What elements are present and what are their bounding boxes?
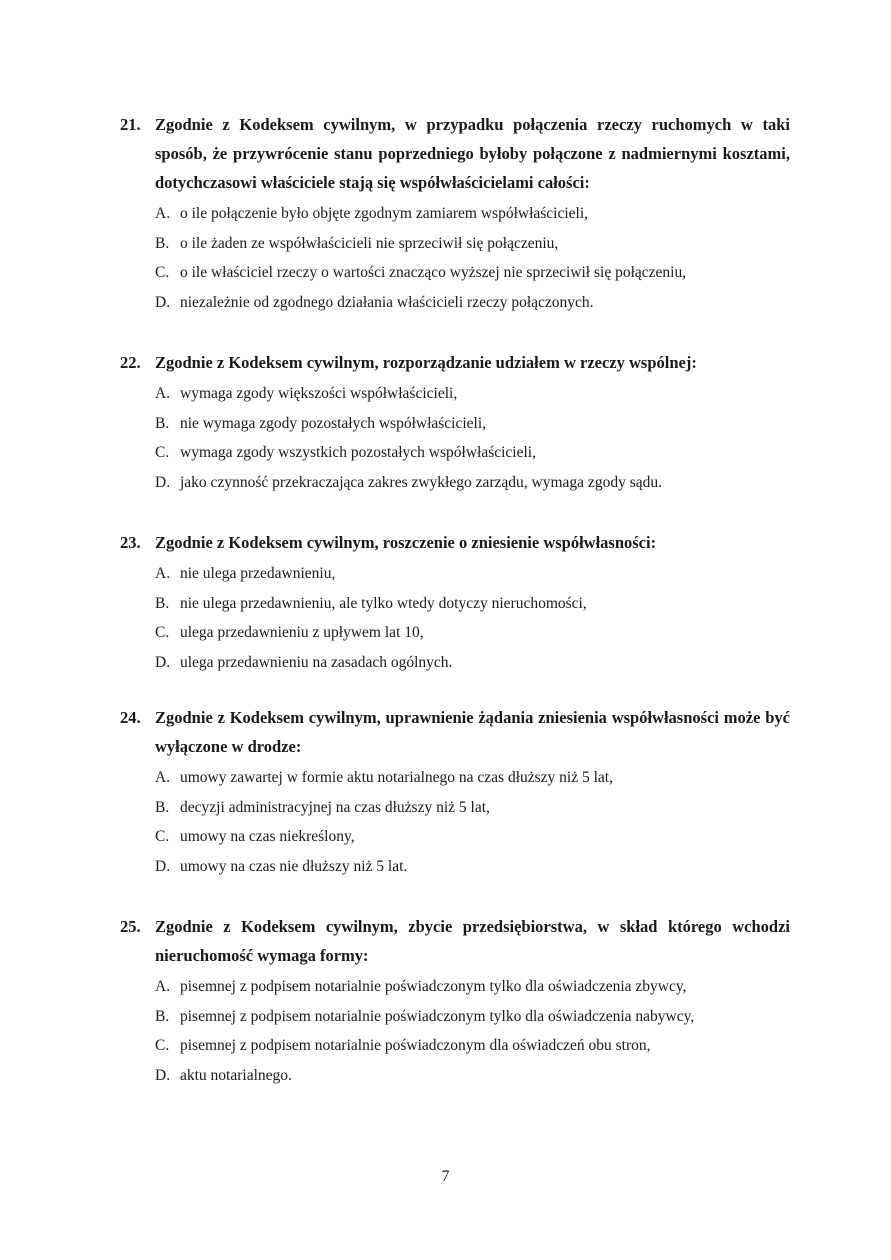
option-text: wymaga zgody większości współwłaścicieli, [180, 385, 458, 402]
option-text: pisemnej z podpisem notarialnie poświadczonym dla oświadczeń obu stron, [180, 1037, 651, 1054]
option-text: nie ulega przedawnieniu, ale tylko wtedy dotyczy nieruchomości, [180, 594, 587, 612]
option-letter: B. [155, 414, 170, 432]
answer-option-c [155, 438, 790, 468]
option-text: aktu notarialnego. [180, 1066, 292, 1084]
question-text: Zgodnie z Kodeksem cywilnym, uprawnienie żądania zniesienia współwłasności może być wyłączone w drodze: [155, 708, 790, 756]
answer-option-b [155, 1002, 790, 1032]
question-22 [120, 348, 790, 497]
option-letter: B. [155, 798, 170, 816]
answer-option-c [155, 1031, 790, 1061]
answer-option-b [155, 229, 790, 259]
option-letter: A. [155, 385, 171, 402]
question-stem [120, 110, 790, 197]
option-letter: C. [155, 444, 170, 461]
option-text: pisemnej z podpisem notarialnie poświadczonym tylko dla oświadczenia zbywcy, [180, 978, 687, 995]
option-letter: D. [155, 473, 171, 491]
answer-option-c [155, 822, 790, 852]
option-text: ulega przedawnieniu na zasadach ogólnych. [180, 653, 453, 671]
option-letter: B. [155, 1007, 170, 1025]
answer-option-a [155, 763, 790, 793]
option-text: nie ulega przedawnieniu, [180, 565, 336, 582]
option-letter: A. [155, 205, 171, 222]
option-letter: B. [155, 234, 170, 252]
answer-option-c [155, 618, 790, 648]
answer-options [155, 199, 790, 317]
option-text: wymaga zgody wszystkich pozostałych współwłaścicieli, [180, 444, 536, 461]
question-stem [120, 703, 790, 761]
page-number: 7 [441, 1168, 450, 1185]
option-letter: A. [155, 978, 171, 995]
answer-option-a [155, 972, 790, 1002]
question-text: Zgodnie z Kodeksem cywilnym, w przypadku połączenia rzeczy ruchomych w taki sposób, że przywrócenie stanu poprzedniego byłoby połączone z nadmiernymi kosztami, dotychczasowi właściciele stają się współwłaścicielami całości: [155, 115, 790, 192]
answer-option-b [155, 793, 790, 823]
option-text: decyzji administracyjnej na czas dłuższy niż 5 lat, [180, 798, 490, 816]
answer-options [155, 379, 790, 497]
option-letter: C. [155, 828, 170, 845]
option-text: niezależnie od zgodnego działania właścicieli rzeczy połączonych. [180, 293, 594, 311]
question-text: Zgodnie z Kodeksem cywilnym, rozporządzanie udziałem w rzeczy wspólnej: [155, 353, 697, 372]
question-23 [120, 528, 790, 677]
option-text: umowy na czas nie dłuższy niż 5 lat. [180, 857, 408, 875]
question-number: 25. [120, 917, 141, 936]
question-stem [120, 528, 790, 557]
option-letter: D. [155, 293, 171, 311]
answer-option-d [155, 1061, 790, 1091]
option-letter: A. [155, 565, 171, 582]
question-stem [120, 348, 790, 377]
question-text: Zgodnie z Kodeksem cywilnym, roszczenie o zniesienie współwłasności: [155, 533, 657, 552]
option-letter: D. [155, 1066, 171, 1084]
option-letter: C. [155, 1037, 170, 1054]
question-number: 22. [120, 353, 141, 372]
option-text: nie wymaga zgody pozostałych współwłaścicieli, [180, 414, 487, 432]
question-number: 24. [120, 708, 141, 727]
option-text: o ile żaden ze współwłaścicieli nie sprzeciwił się połączeniu, [180, 234, 559, 252]
question-24 [120, 703, 790, 881]
question-21 [120, 110, 790, 317]
answer-option-d [155, 852, 790, 882]
answer-option-d [155, 648, 790, 678]
question-number: 23. [120, 533, 141, 552]
option-text: o ile połączenie było objęte zgodnym zamiarem współwłaścicieli, [180, 205, 589, 222]
option-letter: C. [155, 624, 170, 641]
option-text: jako czynność przekraczająca zakres zwykłego zarządu, wymaga zgody sądu. [180, 473, 662, 491]
answer-options [155, 763, 790, 881]
question-text: Zgodnie z Kodeksem cywilnym, zbycie przedsiębiorstwa, w skład którego wchodzi nieruchomość wymaga formy: [155, 917, 790, 965]
option-text: ulega przedawnieniu z upływem lat 10, [180, 624, 424, 641]
answer-options [155, 559, 790, 677]
answer-option-a [155, 379, 790, 409]
answer-option-b [155, 409, 790, 439]
answer-option-c [155, 258, 790, 288]
option-letter: C. [155, 264, 170, 281]
option-text: umowy na czas niekreślony, [180, 828, 355, 845]
option-letter: D. [155, 857, 171, 875]
option-letter: D. [155, 653, 171, 671]
answer-option-a [155, 559, 790, 589]
question-stem [120, 912, 790, 970]
answer-options [155, 972, 790, 1090]
option-text: pisemnej z podpisem notarialnie poświadczonym tylko dla oświadczenia nabywcy, [180, 1007, 695, 1025]
answer-option-d [155, 288, 790, 318]
question-number: 21. [120, 115, 141, 134]
option-text: o ile właściciel rzeczy o wartości znacząco wyższej nie sprzeciwił się połączeniu, [180, 264, 687, 281]
answer-option-a [155, 199, 790, 229]
option-letter: A. [155, 769, 171, 786]
answer-option-b [155, 589, 790, 619]
answer-option-d [155, 468, 790, 498]
question-25 [120, 912, 790, 1090]
option-letter: B. [155, 594, 170, 612]
option-text: umowy zawartej w formie aktu notarialnego na czas dłuższy niż 5 lat, [180, 769, 613, 786]
